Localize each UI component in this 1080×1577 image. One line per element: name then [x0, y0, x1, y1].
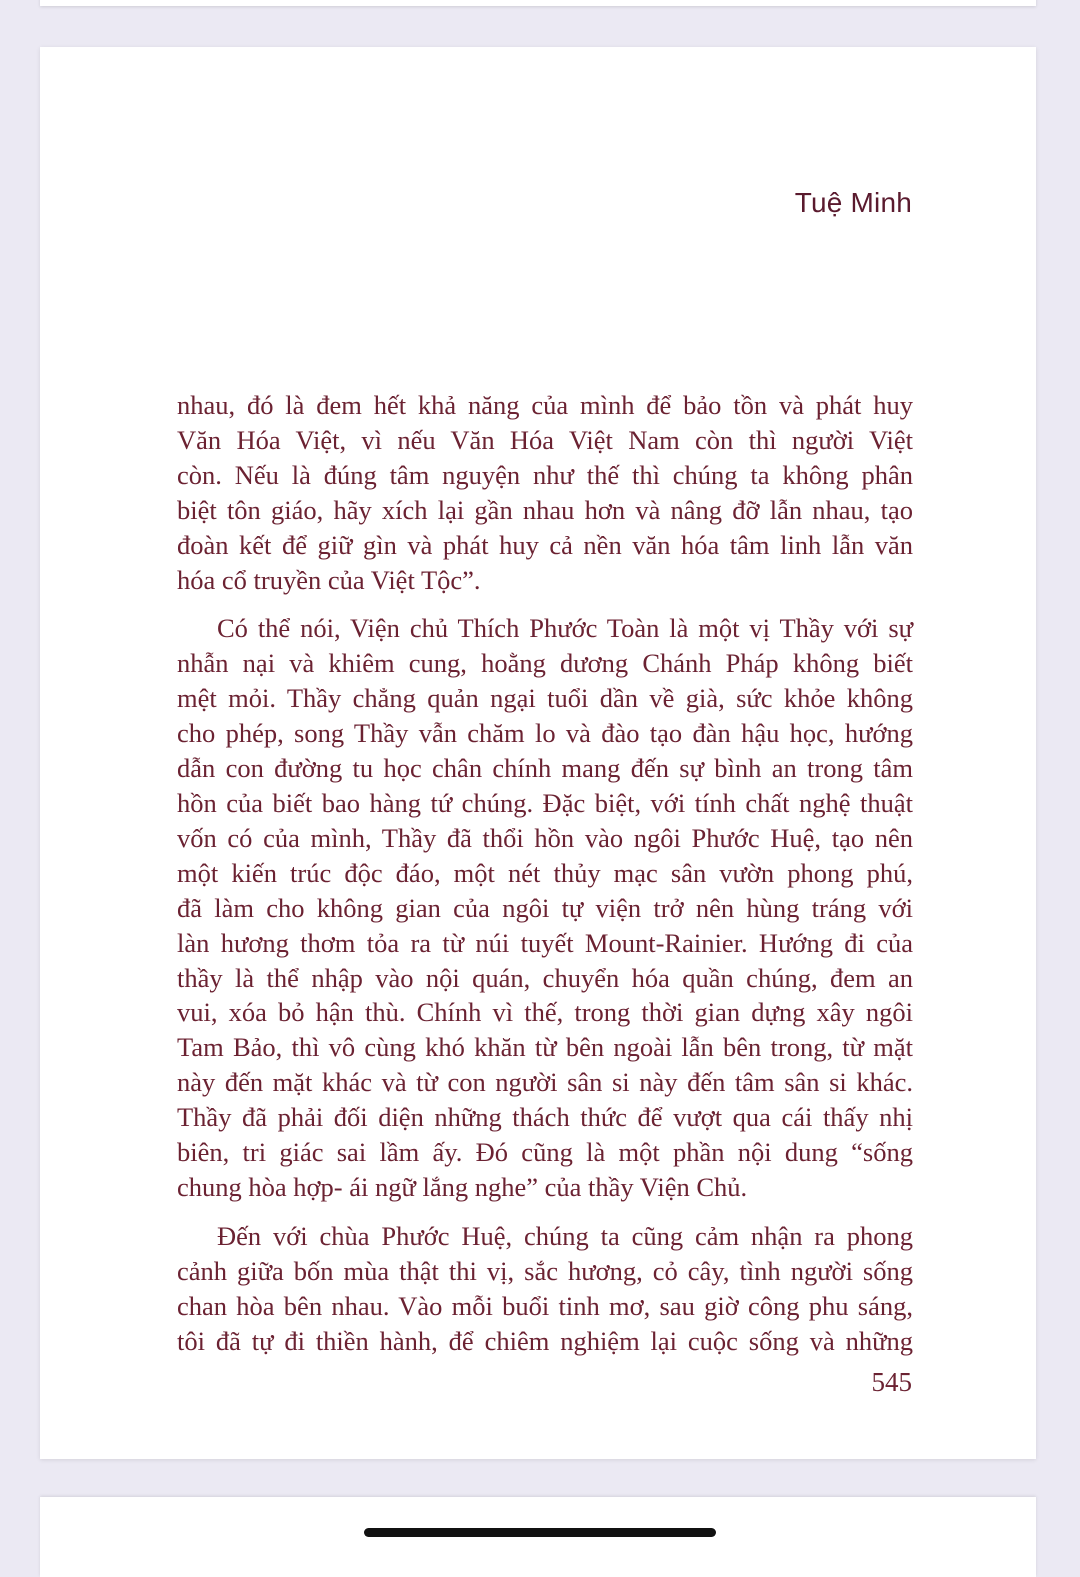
text-line: này đến mặt khác và từ con người sân si này đến tâm sân si khác.: [177, 1067, 913, 1098]
previous-page-edge: [40, 0, 1036, 6]
page-number: 545: [871, 1367, 912, 1397]
text-line: vui, xóa bỏ hận thù. Chính vì thế, trong thời gian dựng xây ngôi: [177, 997, 913, 1028]
text-line: tôi đã tự đi thiền hành, để chiêm nghiệm lại cuộc sống và những: [177, 1325, 913, 1356]
text-line: biệt tôn giáo, hãy xích lại gần nhau hơn và nâng đỡ lẫn nhau, tạo: [177, 494, 913, 525]
text-line: Tam Bảo, thì vô cùng khó khăn từ bên ngoài lẫn bên trong, từ mặt: [177, 1032, 913, 1063]
text-line: hồn của biết bao hàng tứ chúng. Đặc biệt, với tính chất nghệ thuật: [177, 787, 913, 818]
text-line: Đến với chùa Phước Huệ, chúng ta cũng cảm nhận ra phong: [217, 1220, 913, 1251]
text-line: đoàn kết để giữ gìn và phát huy cả nền văn hóa tâm linh lẫn văn: [177, 529, 913, 560]
text-line: Văn Hóa Việt, vì nếu Văn Hóa Việt Nam còn thì người Việt: [177, 424, 913, 455]
text-line: Thầy đã phải đối diện những thách thức để vượt qua cái thấy nhị: [177, 1102, 913, 1133]
next-page-edge: [40, 1497, 1036, 1577]
text-line: mệt mỏi. Thầy chẳng quản ngại tuổi dần về già, sức khỏe không: [177, 683, 913, 714]
text-line: nhau, đó là đem hết khả năng của mình để bảo tồn và phát huy: [177, 390, 913, 420]
text-line: dẫn con đường tu học chân chính mang đến sự bình an trong tâm: [177, 753, 913, 784]
text-line: biên, tri giác sai lầm ấy. Đó cũng là một phần nội dung “sống: [177, 1137, 913, 1168]
text-line: nhẫn nại và khiêm cung, hoằng dương Chánh Pháp không biết: [177, 648, 913, 679]
text-line: cho phép, song Thầy vẫn chăm lo và đào tạo đàn hậu học, hướng: [177, 718, 913, 749]
text-line: chan hòa bên nhau. Vào mỗi buổi tinh mơ, sau giờ công phu sáng,: [177, 1290, 913, 1321]
text-line: hóa cổ truyền của Việt Tộc”.: [177, 564, 481, 595]
book-page: [40, 47, 1036, 1459]
text-line: Có thể nói, Viện chủ Thích Phước Toàn là một vị Thầy với sự: [217, 613, 913, 644]
home-indicator[interactable]: [364, 1528, 716, 1537]
text-line: còn. Nếu là đúng tâm nguyện như thế thì chúng ta không phân: [177, 459, 913, 490]
text-line: đã làm cho không gian của ngôi tự viện trở nên hùng tráng với: [177, 892, 913, 923]
text-line: cảnh giữa bốn mùa thật thi vị, sắc hương, cỏ cây, tình người sống: [177, 1255, 913, 1286]
text-line: chung hòa hợp- ái ngữ lắng nghe” của thầy Viện Chủ.: [177, 1171, 748, 1202]
running-header-author: Tuệ Minh: [794, 187, 912, 218]
text-line: thầy là thể nhập vào nội quán, chuyển hóa quần chúng, đem an: [177, 962, 913, 993]
page-body: [177, 388, 913, 1358]
text-line: vốn có của mình, Thầy đã thổi hồn vào ngôi Phước Huệ, tạo nên: [177, 822, 913, 853]
text-line: làn hương thơm tỏa ra từ núi tuyết Mount-Rainier. Hướng đi của: [177, 927, 913, 958]
text-line: một kiến trúc độc đáo, một nét thủy mạc sân vườn phong phú,: [177, 857, 913, 888]
